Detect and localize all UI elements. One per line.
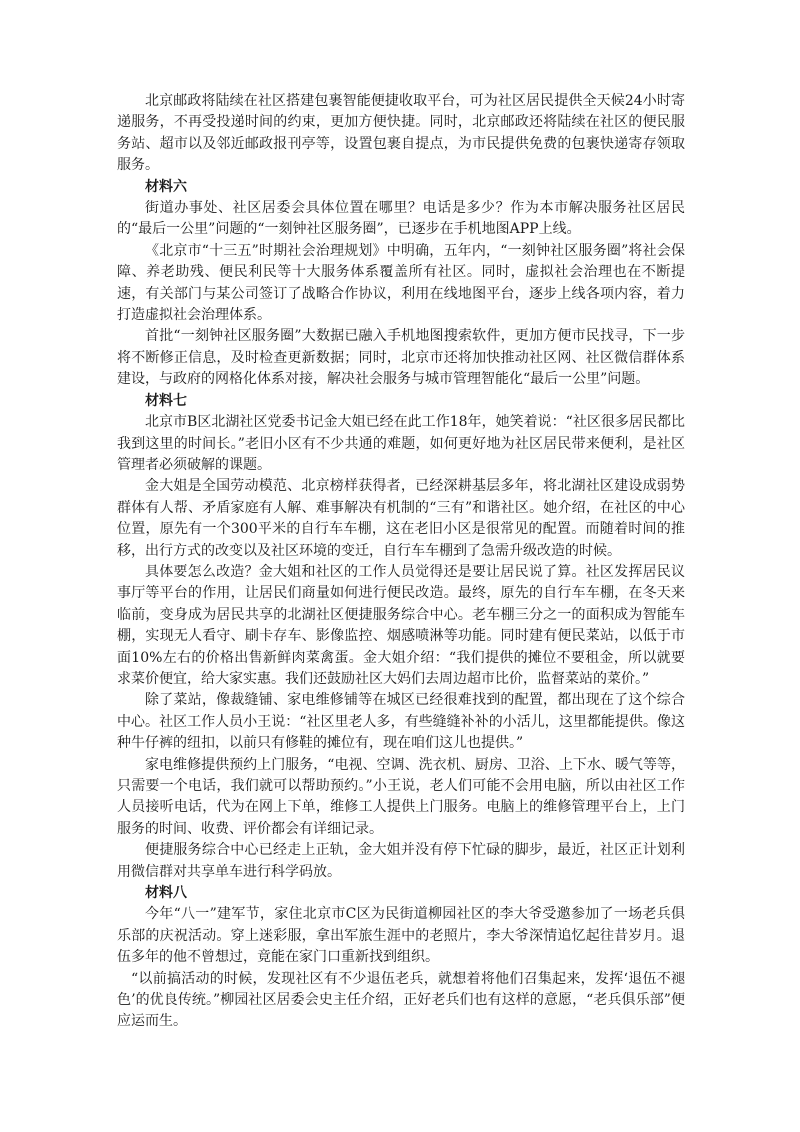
paragraph-community-location: 街道办事处、社区居委会具体位置在哪里？电话是多少？作为本市解决服务社区居民的“最后一公里”问题的“一刻钟社区服务圈”，已逐步在手机地图APP上线。: [117, 200, 685, 238]
paragraph-veterans-club: “以前搞活动的时候，发现社区有不少退伍老兵，就想着将他们召集起来，发挥‘退伍不褪色’的优良传统。”柳园社区居委会史主任介绍，正好老兵们也有这样的意愿，“老兵俱乐部”便应运而生。: [117, 970, 685, 1030]
paragraph-postal-service: 北京邮政将陆续在社区搭建包裹智能便捷收取平台，可为社区居民提供全天候24小时寄递服务，不再受投递时间的约束，更加方便快捷。同时，北京邮政还将陆续在社区的便民服务站、超市以及邻近邮政报刊亭等，设置包裹自提点，为市民提供免费的包裹快递寄存领取服务。: [117, 93, 685, 174]
paragraph-renovation: 具体要怎么改造？金大姐和社区的工作人员觉得还是要让居民说了算。社区发挥居民议事厅等平台的作用，让居民们商量如何进行便民改造。最终，原先的自行车车棚，在冬天来临前，变身成为居民共享的北湖社区便捷服务综合中心。老车棚三分之一的面积成为智能车棚，实现无人看守、刷卡存车、影像监控、烟感喷淋等功能。同时建有便民菜站，以低于市面10%左右的价格出售新鲜肉菜禽蛋。金大姐介绍：“我们提供的摊位不要租金，所以就要求菜价便宜，给大家实惠。我们还鼓励社区大妈们去周边超市比价，监督菜站的菜价。”: [117, 563, 685, 687]
paragraph-shared-bikes: 便捷服务综合中心已经走上正轨，金大姐并没有停下忙碌的脚步，最近，社区正计划利用微信群对共享单车进行科学码放。: [117, 842, 685, 880]
paragraph-army-day: 今年“八一”建军节，家住北京市C区为民街道柳园社区的李大爷受邀参加了一场老兵俱乐部的庆祝活动。穿上迷彩服，拿出军旅生涯中的老照片，李大爷深情追忆起往昔岁月。退伍多年的他不曾想过，竟能在家门口重新找到组织。: [117, 906, 685, 966]
paragraph-big-data: 首批“一刻钟社区服务圈”大数据已融入手机地图搜索软件，更加方便市民找寻，下一步将不断修正信息，及时检查更新数据；同时，北京市还将加快推动社区网、社区微信群体系建设，与政府的网格化体系对接，解决社会服务与城市管理智能化“最后一公里”问题。: [117, 328, 685, 388]
paragraph-governance-plan: 《北京市“十三五”时期社会治理规划》中明确，五年内，“一刻钟社区服务圈”将社会保障、养老助残、便民利民等十大服务体系覆盖所有社区。同时，虚拟社会治理也在不断提速，有关部门与某公司签订了战略合作协议，利用在线地图平台，逐步上线各项内容，着力打造虚拟社会治理体系。: [117, 242, 685, 324]
paragraph-tailor-repair: 除了菜站，像裁缝铺、家电维修铺等在城区已经很难找到的配置，都出现在了这个综合中心。社区工作人员小王说：“社区里老人多，有些缝缝补补的小活儿，这里都能提供。像这种牛仔裤的纽扣，以前只有修鞋的摊位有，现在咱们这儿也提供。”: [117, 692, 685, 752]
heading-material-7: 材料七: [145, 392, 187, 409]
heading-material-8: 材料八: [145, 885, 187, 902]
paragraph-appliance-repair: 家电维修提供预约上门服务，“电视、空调、洗衣机、厨房、卫浴、上下水、暖气等等，只需要一个电话，我们就可以帮助预约。”小王说，老人们可能不会用电脑，所以由社区工作人员接听电话，代为在网上下单，维修工人提供上门服务。电脑上的维修管理平台上，上门服务的时间、收费、评价都会有详细记录。: [117, 756, 685, 837]
paragraph-party-secretary: 北京市B区北湖社区党委书记金大姐已经在此工作18年，她笑着说：“社区很多居民都比我到这里的时间长。”老旧小区有不少共通的难题，如何更好地为社区居民带来便利，是社区管理者必须破解的课题。: [117, 414, 685, 473]
paragraph-bike-shed: 金大姐是全国劳动模范、北京榜样获得者，已经深耕基层多年，将北湖社区建设成弱势群体有人帮、矛盾家庭有人解、难事解决有机制的“三有”和谐社区。她介绍，在社区的中心位置，原先有一个300平米的自行车车棚，这在老旧小区是很常见的配置。而随着时间的推移，出行方式的改变以及社区环境的变迁，自行车车棚到了急需升级改造的时候。: [117, 478, 685, 559]
heading-material-6: 材料六: [145, 178, 187, 195]
